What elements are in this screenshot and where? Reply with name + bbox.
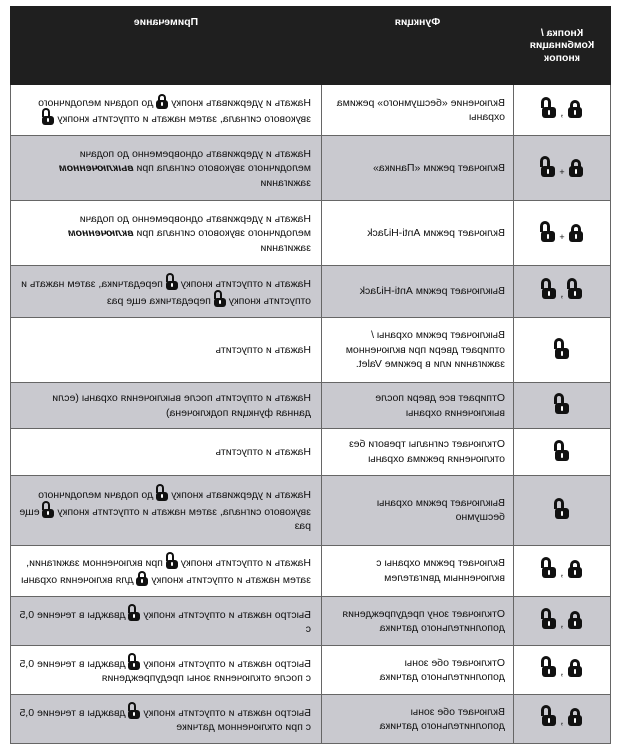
unlock-icon (541, 224, 555, 242)
note-text: Нажать и удерживать одновременно до подачи мелодичного звукового сигнала при (79, 147, 311, 175)
lock-icon (568, 659, 582, 677)
unlock-icon (166, 275, 178, 290)
note-text: до подачи мелодичного звукового сигнала, затем нажать и отпустить кнопку (38, 489, 311, 518)
note-text: еще раз (19, 505, 311, 533)
table-row (11, 382, 611, 428)
function-cell: Включает режим «Паника» (322, 136, 514, 201)
note-text: Быстро нажать и отпустить кнопку (140, 657, 311, 670)
lock-icon (568, 560, 582, 578)
button-combo-cell (514, 545, 611, 596)
lock-icon (568, 100, 582, 118)
function-cell: Выключает режим охраны / отпирает двери при включенном зажигании или в режиме Valet. (322, 317, 514, 382)
note-text: Быстро нажать и отпустить кнопку (140, 706, 311, 719)
combo-separator: , (560, 715, 564, 728)
combo-separator: + (559, 231, 565, 242)
note-text: Нажать и отпустить кнопку (177, 278, 311, 291)
button-combo-cell (514, 475, 611, 545)
note-text: передатчика, затем нажать и отпустить кнопку (21, 278, 311, 307)
note-cell (11, 475, 322, 545)
note-text: зажигании (260, 176, 311, 189)
lock-icon (569, 224, 583, 242)
note-cell (11, 545, 322, 596)
combo-separator: + (559, 166, 565, 177)
unlock-icon (214, 292, 226, 307)
button-combo-cell (514, 201, 611, 266)
note-text: Нажать и удерживать кнопку (168, 489, 311, 502)
function-cell: Включает режим охраны с включенным двигателем (322, 545, 514, 596)
note-cell (11, 266, 322, 317)
table-row (11, 695, 611, 744)
note-text: дважды в течение 0,5 с при отключенном датчике (19, 706, 311, 733)
function-cell: Включение «бесшумного» режима охраны (322, 85, 514, 136)
note-text: Нажать и отпустить после выключения охраны (если данная функция подключена) (52, 392, 311, 419)
unlock-icon (555, 341, 569, 359)
function-cell: Отключает зону предупреждения дополнительного датчика (322, 597, 514, 646)
function-cell: Включает обе зоны дополнительного датчика (322, 695, 514, 744)
note-emphasis: выключенном (58, 162, 134, 175)
note-text: Быстро нажать и отпустить кнопку (140, 608, 311, 621)
unlock-icon (568, 281, 582, 299)
function-cell: Выключает режим охраны бесшумно (322, 475, 514, 545)
unlock-icon (542, 659, 556, 677)
note-cell (11, 136, 322, 201)
unlock-icon (166, 554, 178, 569)
unlock-icon (542, 560, 556, 578)
note-cell (11, 429, 322, 475)
combo-separator: , (560, 106, 564, 119)
table-row (11, 475, 611, 545)
unlock-icon (156, 486, 168, 501)
unlock-icon (129, 655, 141, 670)
note-text: для включения охраны (21, 573, 137, 586)
unlock-icon (129, 606, 141, 621)
button-combo-cell (514, 429, 611, 475)
unlock-icon (43, 503, 55, 518)
unlock-icon (541, 159, 555, 177)
unlock-icon (555, 443, 569, 461)
mirrored-table-wrapper (11, 6, 611, 744)
lock-icon (568, 611, 582, 629)
lock-icon (568, 708, 582, 726)
unlock-icon (129, 704, 141, 719)
note-cell (11, 695, 322, 744)
combo-separator: , (560, 288, 564, 301)
table-row (11, 429, 611, 475)
function-cell: Отключает обе зоны дополнительного датчика (322, 646, 514, 695)
note-text: Нажать и удерживать одновременно до подачи мелодичного звукового сигнала при (79, 212, 311, 240)
lock-icon (137, 571, 149, 586)
button-combo-cell (514, 382, 611, 428)
button-combo-cell (514, 317, 611, 382)
button-combo-cell (514, 136, 611, 201)
table-row (11, 545, 611, 596)
table-row (11, 266, 611, 317)
table-body (11, 85, 611, 744)
table-row (11, 317, 611, 382)
header-function: Функция (322, 7, 514, 85)
note-cell (11, 597, 322, 646)
function-cell: Включает режим Anti-HiJack (322, 201, 514, 266)
note-text: дважды в течение 0,5 с после отключения зоны предупреждения (19, 657, 311, 685)
unlock-icon (555, 501, 569, 519)
combo-separator: , (560, 617, 564, 630)
button-combo-cell (514, 646, 611, 695)
unlock-icon (542, 708, 556, 726)
note-cell (11, 646, 322, 695)
note-text: Нажать и удерживать кнопку (168, 96, 311, 109)
table-row (11, 85, 611, 136)
note-text: Нажать и отпустить (215, 343, 311, 356)
note-text: зажигании (260, 241, 311, 254)
note-text: дважды в течение 0,5 с (19, 608, 311, 636)
note-text: при включенном зажигании, затем нажать и отпустить кнопку (26, 557, 311, 586)
table-row (11, 597, 611, 646)
unlock-icon (542, 611, 556, 629)
function-cell: Отпирает все двери после выключения охраны (322, 382, 514, 428)
button-combo-cell (514, 85, 611, 136)
table-row (11, 136, 611, 201)
unlock-icon (43, 110, 55, 125)
function-cell: Отключает сигналы тревоги без отключения режима охраны (322, 429, 514, 475)
note-text: Нажать и отпустить кнопку (177, 557, 311, 570)
note-text: Нажать и отпустить (215, 445, 311, 458)
button-combo-cell (514, 266, 611, 317)
header-note: Примечание (11, 7, 322, 85)
note-emphasis: включенном (67, 227, 134, 240)
note-text: передатчика еще раз (106, 294, 214, 307)
button-combo-cell (514, 695, 611, 744)
note-cell (11, 317, 322, 382)
note-text: до подачи мелодичного звукового сигнала, затем нажать и отпустить кнопку (38, 96, 311, 126)
table-header-row (11, 7, 611, 85)
header-buttons: Кнопка / Комбинация кнопок (514, 7, 611, 85)
combo-separator: , (560, 666, 564, 679)
combo-separator: , (560, 567, 564, 580)
unlock-icon (555, 396, 569, 414)
lock-icon (156, 94, 168, 109)
unlock-icon (542, 281, 556, 299)
function-cell: Выключает режим Anti-HiJack (322, 266, 514, 317)
button-combo-cell (514, 597, 611, 646)
note-cell (11, 85, 322, 136)
note-cell (11, 201, 322, 266)
command-table (10, 6, 611, 744)
unlock-icon (542, 100, 556, 118)
table-row (11, 646, 611, 695)
table-row (11, 201, 611, 266)
note-cell (11, 382, 322, 428)
page (11, 6, 611, 744)
lock-icon (569, 159, 583, 177)
